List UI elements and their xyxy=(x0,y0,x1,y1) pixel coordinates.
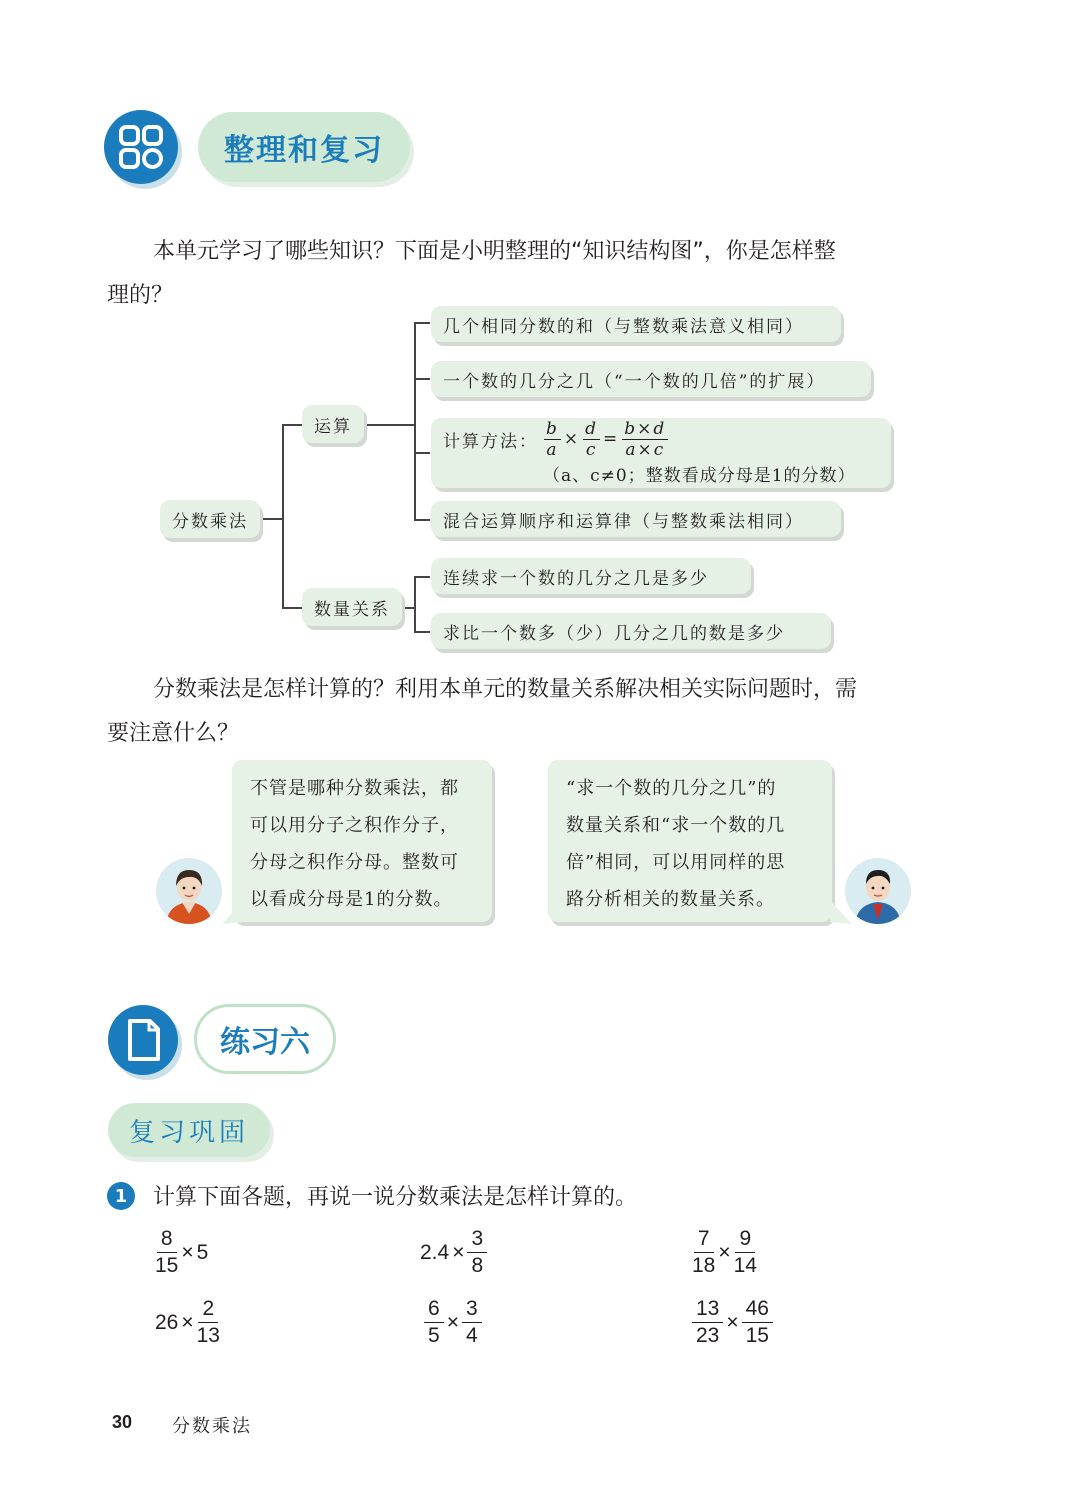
chapter-title: 分数乘法 xyxy=(172,1416,252,1437)
exercise-instruction: 计算下面各题，再说一说分数乘法是怎样计算的。 xyxy=(153,1185,638,1210)
tree-connector xyxy=(282,607,304,609)
speech-bubble-left xyxy=(232,760,492,922)
tree-root-node: 分数乘法 xyxy=(160,500,260,538)
expression xyxy=(155,1226,208,1279)
operand: 2.4 xyxy=(420,1240,450,1264)
fraction-denominator: 15 xyxy=(155,1254,179,1277)
tree-leaf-mixed-operations: 混合运算顺序和运算律（与整数乘法相同） xyxy=(431,501,841,537)
tree-connector xyxy=(414,452,430,454)
operand: 5 xyxy=(196,1240,209,1264)
tree-connector xyxy=(414,576,430,578)
fraction-denominator: 15 xyxy=(745,1324,769,1347)
question-line-1: 分数乘法是怎样计算的？利用本单元的数量关系解决相关实际问题时，需 xyxy=(153,677,858,702)
expression xyxy=(692,1296,773,1349)
document-icon xyxy=(108,1005,178,1075)
bubble-left-tail xyxy=(220,900,244,926)
review-title: 整理和复习 xyxy=(198,112,410,182)
fraction-numerator: 9 xyxy=(735,1226,755,1253)
intro-line-2: 理的？ xyxy=(107,283,174,308)
bubble-left-line: 以看成分母是1的分数。 xyxy=(250,889,453,910)
fraction-d-over-c xyxy=(583,419,600,460)
fraction-denominator: a×c xyxy=(625,439,666,460)
tree-connector xyxy=(414,631,430,633)
fraction xyxy=(692,1296,723,1349)
bubble-left-line: 不管是哪种分数乘法，都 xyxy=(250,778,459,799)
tree-connector xyxy=(365,424,415,426)
fraction-numerator: 46 xyxy=(742,1296,773,1323)
fraction xyxy=(742,1296,773,1349)
fraction-product xyxy=(622,419,668,460)
bubble-right-line: “求一个数的几分之几”的 xyxy=(566,778,777,799)
operand: 26 xyxy=(155,1310,179,1334)
speech-bubble-right xyxy=(548,760,832,922)
fraction xyxy=(462,1296,482,1349)
tree-connector xyxy=(414,322,430,324)
exercise-number-badge: 1 xyxy=(107,1182,135,1210)
tree-leaf-calculation-method xyxy=(431,418,891,488)
review-consolidate-title: 复习巩固 xyxy=(108,1103,270,1157)
fraction-denominator: 4 xyxy=(465,1324,478,1347)
fraction xyxy=(155,1226,178,1279)
bubble-right-line: 路分析相关的数量关系。 xyxy=(566,889,775,910)
fraction-numerator: 3 xyxy=(462,1296,482,1323)
expression xyxy=(692,1226,757,1279)
tree-connector xyxy=(282,424,304,426)
tree-connector xyxy=(414,378,430,380)
fraction xyxy=(197,1296,220,1349)
fraction-numerator: d xyxy=(585,418,599,439)
question-paragraph xyxy=(107,668,937,756)
fraction-numerator: 6 xyxy=(424,1296,444,1323)
expression xyxy=(424,1296,482,1349)
fraction-denominator: a xyxy=(546,439,559,460)
times-sign: × xyxy=(726,1310,739,1334)
bubble-left-line: 分母之积作分母。整数可 xyxy=(250,852,459,873)
fraction-denominator: 5 xyxy=(428,1324,440,1347)
fraction-numerator: 2 xyxy=(198,1296,218,1323)
page-number: 30 xyxy=(112,1412,133,1432)
intro-paragraph xyxy=(107,230,937,318)
bubble-right-line: 数量关系和“求一个数的几 xyxy=(566,815,786,836)
fraction-numerator: 3 xyxy=(467,1226,487,1253)
tree-connector xyxy=(414,576,416,632)
times-sign: × xyxy=(446,1310,459,1334)
equals-sign: = xyxy=(603,429,620,449)
intro-line-1: 本单元学习了哪些知识？下面是小明整理的“知识结构图”，你是怎样整 xyxy=(153,239,836,264)
tree-branch-operation: 运算 xyxy=(302,405,364,443)
tree-branch-quantity-relation: 数量关系 xyxy=(302,588,402,626)
tree-connector xyxy=(414,519,430,521)
expression xyxy=(155,1296,220,1349)
tree-leaf-continuous-fraction: 连续求一个数的几分之几是多少 xyxy=(431,558,751,594)
calc-method-label: 计算方法： xyxy=(443,431,538,452)
fraction-denominator: 8 xyxy=(471,1254,484,1277)
question-line-2: 要注意什么？ xyxy=(107,721,240,746)
practice-title: 练习六 xyxy=(194,1004,336,1074)
fraction-numerator: 13 xyxy=(692,1296,723,1323)
fraction-numerator: b×d xyxy=(624,418,667,439)
tree-connector xyxy=(260,518,282,520)
fraction-denominator: 14 xyxy=(733,1254,757,1277)
tree-connector xyxy=(282,424,284,608)
fraction-denominator: 13 xyxy=(196,1324,220,1347)
fraction-denominator: 18 xyxy=(692,1254,716,1277)
times-sign: × xyxy=(181,1310,194,1334)
bubble-left-line: 可以用分子之积作分子， xyxy=(250,815,459,836)
fraction xyxy=(424,1296,444,1349)
times-sign: × xyxy=(563,429,581,449)
fraction xyxy=(692,1226,715,1279)
fraction-b-over-a xyxy=(544,419,561,460)
times-sign: × xyxy=(718,1240,731,1264)
calc-method-note: （a、c≠0；整数看成分母是1的分数） xyxy=(543,466,856,486)
apps-grid-icon xyxy=(104,110,178,184)
fraction-numerator: 7 xyxy=(694,1226,714,1253)
fraction-numerator: 8 xyxy=(157,1226,177,1253)
times-sign: × xyxy=(452,1240,465,1264)
times-sign: × xyxy=(181,1240,194,1264)
boy-avatar xyxy=(845,858,911,924)
girl-avatar xyxy=(156,858,222,924)
fraction-numerator: b xyxy=(546,418,559,439)
tree-leaf-more-less-fraction: 求比一个数多（少）几分之几的数是多少 xyxy=(431,613,831,649)
tree-leaf-part-of-number: 一个数的几分之几（“一个数的几倍”的扩展） xyxy=(431,361,871,397)
tree-leaf-meaning: 几个相同分数的和（与整数乘法意义相同） xyxy=(431,306,841,342)
fraction-denominator: c xyxy=(585,439,598,460)
tree-connector xyxy=(414,322,416,520)
bubble-right-line: 倍”相同，可以用同样的思 xyxy=(566,852,786,873)
expression xyxy=(420,1226,487,1279)
fraction xyxy=(467,1226,487,1279)
fraction xyxy=(734,1226,757,1279)
fraction-denominator: 23 xyxy=(696,1324,720,1347)
